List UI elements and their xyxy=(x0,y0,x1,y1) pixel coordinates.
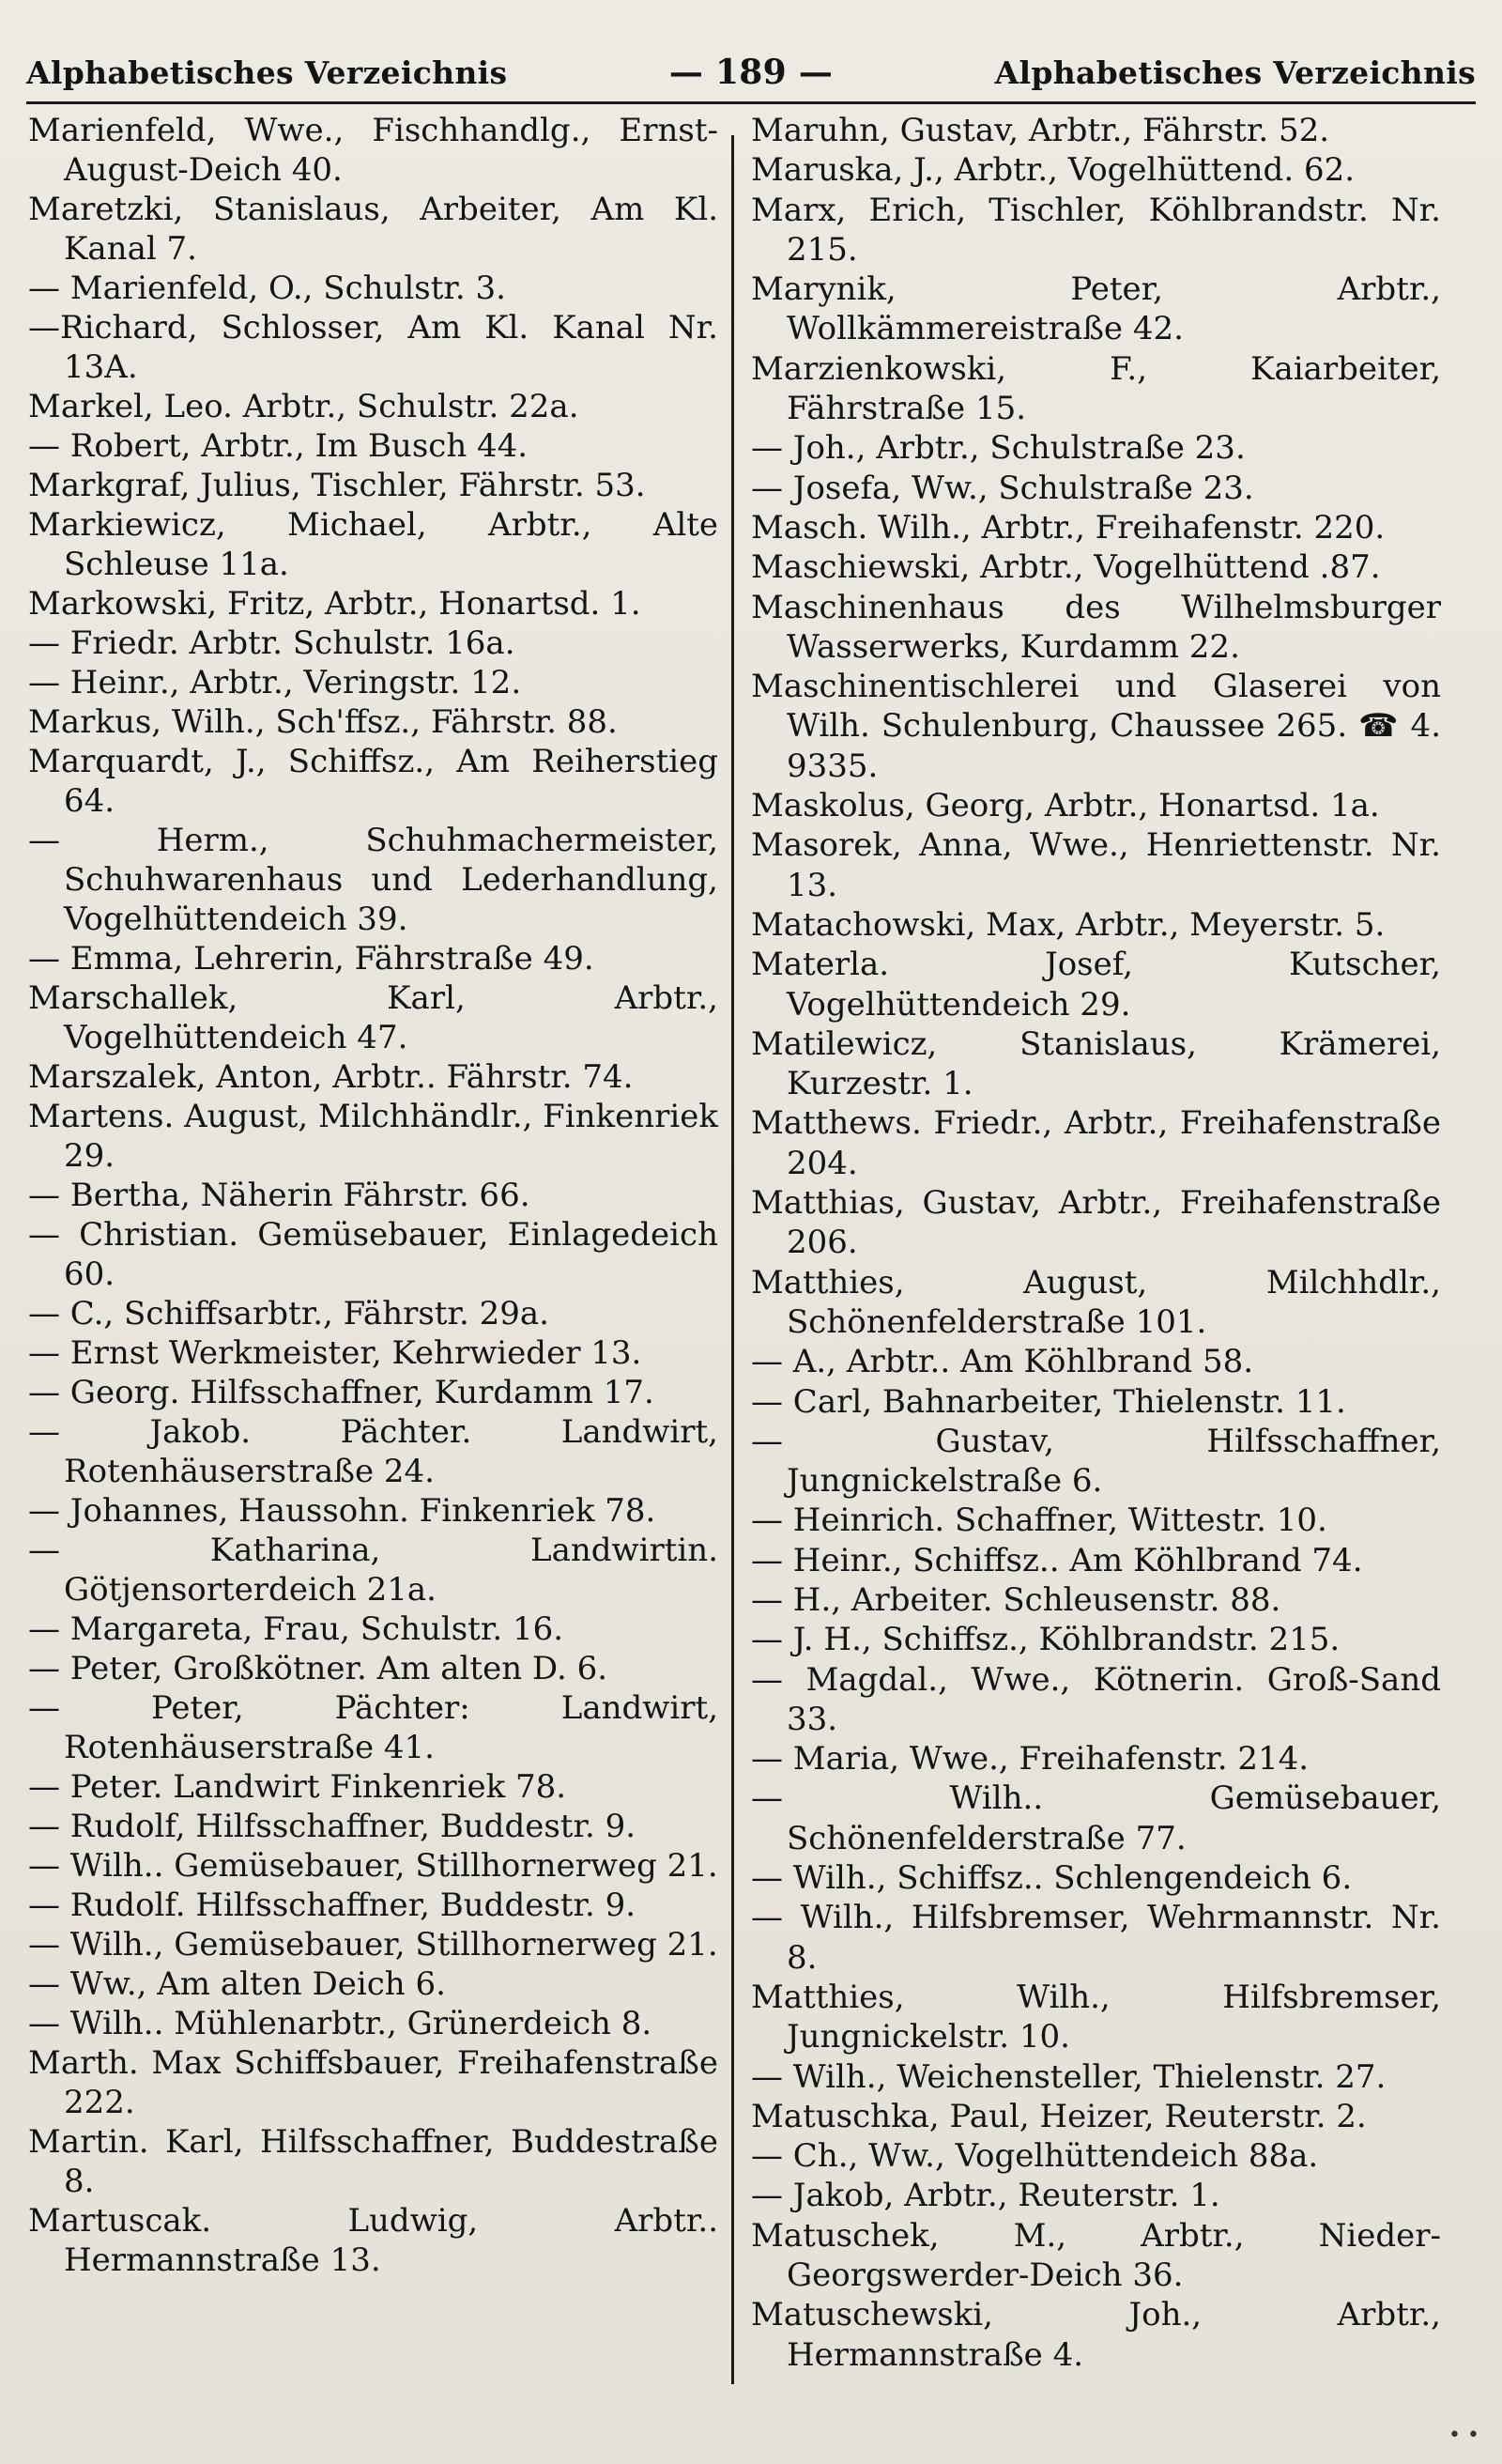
directory-entry: Maretzki, Stanislaus, Arbeiter, Am Kl. Kanal 7. xyxy=(28,191,718,268)
directory-entry: — Rudolf. Hilfsschaffner, Buddestr. 9. xyxy=(28,1886,636,1924)
left-column xyxy=(28,111,731,2402)
directory-entry: Matachowski, Max, Arbtr., Meyerstr. 5. xyxy=(751,905,1386,944)
directory-entry: Matilewicz, Stanislaus, Krämerei, Kurzestr. 1. xyxy=(751,1024,1441,1103)
directory-entry: — Herm., Schuhmachermeister, Schuhwarenhaus und Lederhandlung, Vogelhüttendeich 39. xyxy=(28,822,718,938)
directory-entry: — J. H., Schiffsz., Köhlbrandstr. 215. xyxy=(751,1621,1341,1659)
header-title-right: Alphabetisches Verzeichnis xyxy=(994,54,1476,91)
directory-entry: — Johannes, Haussohn. Finkenriek 78. xyxy=(28,1492,656,1530)
directory-entry: — Wilh.. Mühlenarbtr., Grünerdeich 8. xyxy=(28,2005,652,2042)
right-column xyxy=(734,111,1441,2402)
page-number: — 189 — xyxy=(668,53,834,92)
directory-entry: — Maria, Wwe., Freihafenstr. 214. xyxy=(751,1740,1310,1779)
directory-entry: — Margareta, Frau, Schulstr. 16. xyxy=(28,1610,564,1648)
directory-entry: — Josefa, Ww., Schulstraße 23. xyxy=(751,469,1254,507)
directory-entry: Matuschek, M., Arbtr., Nieder-Georgswerder-Deich 36. xyxy=(751,2216,1441,2295)
directory-entry: Maskolus, Georg, Arbtr., Honartsd. 1a. xyxy=(751,787,1380,825)
directory-entry: Matthies, Wilh., Hilfsbremser, Jungnickelstr. 10. xyxy=(751,1978,1441,2056)
directory-entry: Marquardt, J., Schiffsz., Am Reiherstieg 64. xyxy=(28,743,718,820)
directory-entry: — Friedr. Arbtr. Schulstr. 16a. xyxy=(28,624,515,662)
directory-entry: — Joh., Arbtr., Schulstraße 23. xyxy=(751,429,1246,468)
directory-entry: Marynik, Peter, Arbtr., Wollkämmereistraße 42. xyxy=(751,270,1441,348)
directory-entry: Markgraf, Julius, Tischler, Fährstr. 53. xyxy=(28,467,646,504)
directory-entry: Martens. August, Milchhändlr., Finkenriek 29. xyxy=(28,1098,718,1175)
directory-entry: Maruska, J., Arbtr., Vogelhüttend. 62. xyxy=(751,151,1356,190)
directory-entry: — Gustav, Hilfsschaffner, Jungnickelstraße 6. xyxy=(751,1422,1441,1501)
directory-entry: Markiewicz, Michael, Arbtr., Alte Schleuse 11a. xyxy=(28,506,718,583)
directory-entry: — Ch., Ww., Vogelhüttendeich 88a. xyxy=(751,2137,1319,2176)
directory-entry: — Wilh.. Gemüsebauer, Stillhornerweg 21. xyxy=(28,1847,718,1885)
directory-entry: — Magdal., Wwe., Kötnerin. Groß-Sand 33. xyxy=(751,1660,1441,1738)
header-title-left: Alphabetisches Verzeichnis xyxy=(26,54,508,91)
directory-entry: Matthias, Gustav, Arbtr., Freihafenstraße 206. xyxy=(751,1184,1441,1262)
directory-entry: Martuscak. Ludwig, Arbtr.. Hermannstraße 13. xyxy=(28,2202,718,2279)
directory-entry: Marth. Max Schiffsbauer, Freihafenstraße 222. xyxy=(28,2044,718,2121)
directory-entry: — Robert, Arbtr., Im Busch 44. xyxy=(28,427,529,465)
directory-entry: — Wilh., Weichensteller, Thielenstr. 27. xyxy=(751,2057,1387,2096)
directory-entry: Markel, Leo. Arbtr., Schulstr. 22a. xyxy=(28,388,579,425)
directory-entry: — Wilh., Schiffsz.. Schlengendeich 6. xyxy=(751,1859,1353,1898)
directory-entry: — Peter, Großkötner. Am alten D. 6. xyxy=(28,1650,608,1687)
directory-entry: — Wilh.. Gemüsebauer, Schönenfelderstraße 77. xyxy=(751,1779,1441,1857)
directory-entry: Matuschka, Paul, Heizer, Reuterstr. 2. xyxy=(751,2097,1367,2135)
directory-entry: — Christian. Gemüsebauer, Einlagedeich 60. xyxy=(28,1216,718,1293)
corner-mark: • • xyxy=(1448,2424,1479,2447)
directory-entry: — C., Schiffsarbtr., Fährstr. 29a. xyxy=(28,1295,549,1332)
directory-entry: — Heinrich. Schaffner, Wittestr. 10. xyxy=(751,1502,1327,1540)
directory-entry: —Richard, Schlosser, Am Kl. Kanal Nr. 13A. xyxy=(28,309,718,386)
directory-entry: — Heinr., Arbtr., Veringstr. 12. xyxy=(28,664,522,701)
directory-entry: Martin. Karl, Hilfsschaffner, Buddestraße 8. xyxy=(28,2123,718,2200)
directory-columns xyxy=(28,111,1474,2402)
directory-entry: Maschinenhaus des Wilhelmsburger Wasserwerks, Kurdamm 22. xyxy=(751,588,1441,666)
directory-entry: — Peter. Landwirt Finkenriek 78. xyxy=(28,1768,567,1806)
directory-entry: — Bertha, Näherin Fährstr. 66. xyxy=(28,1177,530,1214)
directory-entry: — Ernst Werkmeister, Kehrwieder 13. xyxy=(28,1334,642,1372)
directory-entry: Markowski, Fritz, Arbtr., Honartsd. 1. xyxy=(28,585,641,623)
directory-entry: Matthews. Friedr., Arbtr., Freihafenstraße 204. xyxy=(751,1104,1441,1182)
directory-entry: — Wilh., Hilfsbremser, Wehrmannstr. Nr. 8. xyxy=(751,1899,1441,1977)
directory-entry: Maruhn, Gustav, Arbtr., Fährstr. 52. xyxy=(751,112,1330,149)
directory-entry: — Peter, Pächter: Landwirt, Rotenhäuserstraße 41. xyxy=(28,1689,718,1766)
directory-entry: — Wilh., Gemüsebauer, Stillhornerweg 21. xyxy=(28,1926,718,1964)
directory-entry: Markus, Wilh., Sch'ffsz., Fährstr. 88. xyxy=(28,703,618,741)
directory-entry: — Heinr., Schiffsz.. Am Köhlbrand 74. xyxy=(751,1541,1363,1579)
header-rule xyxy=(26,101,1476,104)
directory-entry: — Katharina, Landwirtin. Götjensorterdeich 21a. xyxy=(28,1532,718,1609)
directory-entry: Masorek, Anna, Wwe., Henriettenstr. Nr. 13. xyxy=(751,826,1441,904)
directory-entry: — Emma, Lehrerin, Fährstraße 49. xyxy=(28,940,594,978)
directory-entry: — H., Arbeiter. Schleusenstr. 88. xyxy=(751,1580,1281,1619)
directory-entry: Marx, Erich, Tischler, Köhlbrandstr. Nr. 215. xyxy=(751,191,1441,269)
directory-entry: — A., Arbtr.. Am Köhlbrand 58. xyxy=(751,1343,1254,1381)
directory-entry: — Jakob, Arbtr., Reuterstr. 1. xyxy=(751,2177,1220,2215)
directory-entry: Maschinentischlerei und Glaserei von Wilh. Schulenburg, Chaussee 265. ☎ 4. 9335. xyxy=(751,668,1441,785)
directory-entry: Matuschewski, Joh., Arbtr., Hermannstraße 4. xyxy=(751,2296,1441,2374)
directory-entry: — Jakob. Pächter. Landwirt, Rotenhäuserstraße 24. xyxy=(28,1413,718,1490)
directory-entry: — Carl, Bahnarbeiter, Thielenstr. 11. xyxy=(751,1382,1346,1421)
directory-entry: Marienfeld, Wwe., Fischhandlg., Ernst-August-Deich 40. xyxy=(28,112,718,189)
directory-entry: — Georg. Hilfsschaffner, Kurdamm 17. xyxy=(28,1374,654,1411)
directory-entry: — Marienfeld, O., Schulstr. 3. xyxy=(28,270,506,307)
directory-entry: Masch. Wilh., Arbtr., Freihafenstr. 220. xyxy=(751,508,1386,547)
directory-entry: Marszalek, Anton, Arbtr.. Fährstr. 74. xyxy=(28,1058,634,1096)
directory-entry: Marzienkowski, F., Kaiarbeiter, Fährstraße 15. xyxy=(751,349,1441,428)
directory-entry: Materla. Josef, Kutscher, Vogelhüttendeich 29. xyxy=(751,946,1441,1024)
page-header xyxy=(26,49,1476,96)
directory-entry: Matthies, August, Milchhdlr., Schönenfelderstraße 101. xyxy=(751,1263,1441,1341)
directory-entry: Marschallek, Karl, Arbtr., Vogelhüttendeich 47. xyxy=(28,979,718,1056)
directory-entry: — Rudolf, Hilfsschaffner, Buddestr. 9. xyxy=(28,1808,636,1845)
directory-entry: — Ww., Am alten Deich 6. xyxy=(28,1965,446,2003)
directory-entry: Maschiewski, Arbtr., Vogelhüttend .87. xyxy=(751,548,1381,587)
